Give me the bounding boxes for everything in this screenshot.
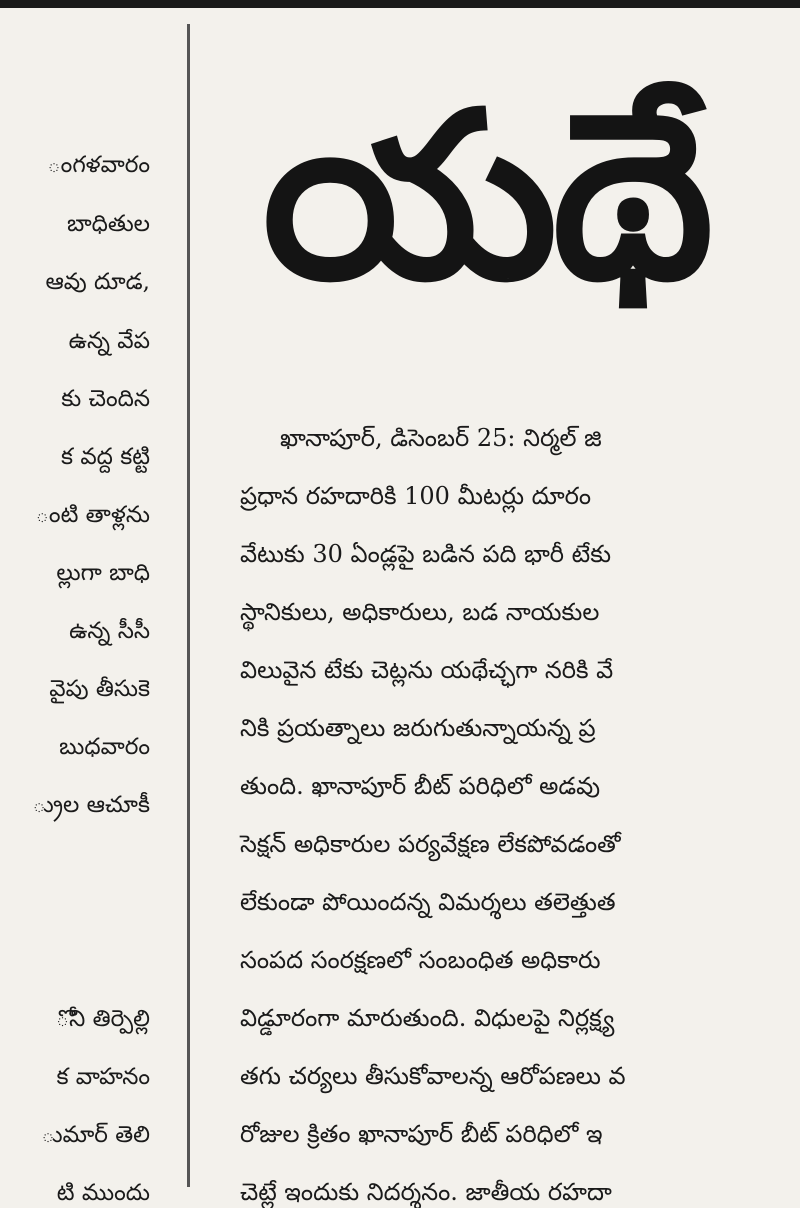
left-line: ోని తిర్పెల్లి xyxy=(55,1006,150,1032)
article-line: నికి ప్రయత్నాలు జరుగుతున్నాయన్న ప్ర xyxy=(240,714,596,742)
left-line: ల్లుగా బాధి xyxy=(56,560,150,586)
article-line: చెట్లే ఇందుకు నిదర్శనం. జాతీయ రహదా xyxy=(240,1178,612,1206)
article-line: తుంది. ఖానాపూర్ బీట్ పరిధిలో అడవు xyxy=(240,772,601,800)
article-line: విడ్డూరంగా మారుతుంది. విధులపై నిర్లక్ష్య xyxy=(240,1004,615,1032)
left-column xyxy=(0,140,178,1206)
top-rule xyxy=(0,0,800,8)
article-line: ప్రధాన రహదారికి 100 మీటర్లు దూరం xyxy=(240,482,592,510)
article-line: తగు చర్యలు తీసుకోవాలన్న ఆరోపణలు వ xyxy=(240,1062,626,1090)
headline: యథే xyxy=(262,64,709,331)
article-line: విలువైన టేకు చెట్లను యథేచ్ఛగా నరికి వే xyxy=(240,656,614,684)
left-line: ంటి తాళ్లను xyxy=(35,502,150,528)
article-line: సెక్షన్ అధికారుల పర్యవేక్షణ లేకపోవడంతో xyxy=(240,830,621,858)
left-line: క వాహనం xyxy=(56,1064,150,1090)
left-line: బాధితుల xyxy=(66,211,150,237)
article-line: స్థానికులు, అధికారులు, బడ నాయకుల xyxy=(240,598,600,626)
left-line: ంగళవారం xyxy=(47,152,150,178)
left-line: వైపు తీసుకె xyxy=(49,676,150,702)
left-line: ఉన్న వేప xyxy=(68,328,150,354)
left-line: కు చెందిన xyxy=(61,386,150,412)
article-line: రోజుల క్రితం ఖానాపూర్ బీట్ పరిధిలో ఇ xyxy=(240,1120,603,1148)
article-line: ఖానాపూర్, డిసెంబర్ 25: నిర్మల్ జి xyxy=(280,424,602,452)
left-line: టి ముందు xyxy=(56,1180,150,1206)
left-line: క వద్ద కట్టి xyxy=(61,444,150,470)
left-line: ఆవు దూడ, xyxy=(45,269,150,295)
left-line: బుధవారం xyxy=(59,734,150,760)
article-line: లేకుండా పోయిందన్న విమర్శలు తలెత్తుత xyxy=(240,888,616,916)
article-line: సంపద సంరక్షణలో సంబంధిత అధికారు xyxy=(240,946,601,974)
left-line: ఉన్న సీసీ xyxy=(69,618,150,644)
left-line: ుమార్ తెలి xyxy=(41,1122,150,1148)
article-body xyxy=(240,400,800,1206)
article-line: వేటుకు 30 ఏండ్లపై బడిన పది భారీ టేకు xyxy=(240,540,612,568)
left-line: ్రుల ఆచూకీ xyxy=(32,792,150,818)
column-divider xyxy=(187,24,190,1187)
